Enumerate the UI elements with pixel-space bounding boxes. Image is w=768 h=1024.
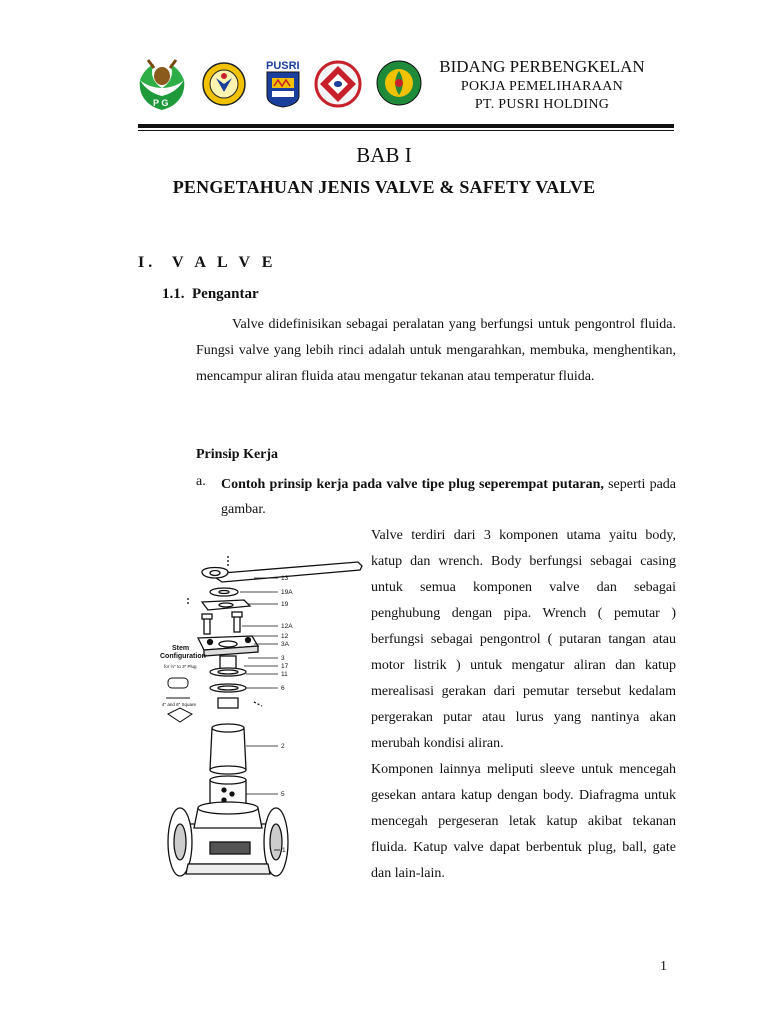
part-1: 1 [282, 847, 286, 854]
list-marker-a: a. [196, 474, 206, 489]
header-department: BIDANG PERBENGKELAN [439, 57, 645, 76]
header-rule-thick [138, 124, 674, 128]
part-12a: 12A [281, 623, 293, 630]
part-3a: 3A [281, 641, 289, 648]
part-13: 13 [281, 575, 289, 582]
plug-valve-exploded-diagram [158, 538, 370, 888]
description-paragraph-2: Komponen lainnya meliputi sleeve untuk mencegah gesekan antara katup dengan body. Diafragma untuk mencegah pergeseran letak katup akibat tekanan fluida. Katup valve dapat berbentuk plug, ball, gate dan lain-lain. [371, 762, 676, 881]
stem-label-2: Configuration [160, 653, 206, 660]
emblem-logo [202, 62, 246, 106]
header-rule-thin [138, 130, 674, 131]
part-3: 3 [281, 655, 285, 662]
chapter-subtitle: PENGETAHUAN JENIS VALVE & SAFETY VALVE [172, 177, 596, 197]
part-2: 2 [281, 743, 285, 750]
part-19: 19 [281, 601, 289, 608]
pusri-logo [264, 58, 302, 108]
intro-paragraph: Valve didefinisikan sebagai peralatan yang berfungsi untuk pengontrol fluida. Fungsi valve yang lebih rinci adalah untuk mengarahkan, membuka, menghentikan, mencampur aliran fluida atau mengatur tekanan atau temperatur fluida. [196, 317, 676, 384]
stem-note-2: 4" and 6" Square [162, 702, 196, 707]
chapter-title: BAB I [356, 143, 412, 167]
header-logos [136, 56, 426, 116]
part-6: 6 [281, 685, 285, 692]
part-11: 11 [281, 671, 288, 678]
pg-logo [136, 56, 188, 112]
stem-label-1: Stem [172, 645, 190, 652]
principle-heading: Prinsip Kerja [196, 447, 279, 462]
part-17: 17 [281, 663, 289, 670]
svg-text:PUSRI: PUSRI [266, 60, 300, 72]
svg-text:P G: P G [153, 98, 169, 108]
subsection-heading: 1.1. Pengantar [162, 286, 259, 302]
page-number: 1 [660, 959, 667, 974]
list-item-a-bold: Contoh prinsip kerja pada valve tipe plug seperempat putaran, [221, 477, 604, 492]
description-paragraph-1: Valve terdiri dari 3 komponen utama yaitu body, katup dan wrench. Body berfungsi sebagai casing untuk semua komponen valve dan sebagai penghubung dengan pipa. Wrench ( pemutar ) berfungsi sebagai pengontrol ( putaran tangan atau motor listrik ) untuk mengatur aliran dan katup merealisasi gerakan dari pemutar tersebut kedalam pergerakan putar atau lurus yang nantinya akan merubah kondisi aliran. [371, 528, 676, 751]
list-item-a-text: seperti pada gambar. [221, 477, 676, 517]
stem-note-1: for ½" to 3" Plug [164, 664, 197, 669]
header-section: POKJA PEMELIHARAAN [460, 79, 624, 94]
header-company: PT. PUSRI HOLDING [474, 97, 610, 112]
diamond-emblem-logo [314, 60, 362, 108]
section-heading: I. V A L V E [138, 254, 277, 271]
part-5: 5 [281, 791, 285, 798]
list-item-a [221, 472, 676, 522]
description-column [371, 523, 676, 887]
part-19a: 19A [281, 589, 293, 596]
part-number-labels [281, 575, 293, 854]
part-12: 12 [281, 633, 289, 640]
